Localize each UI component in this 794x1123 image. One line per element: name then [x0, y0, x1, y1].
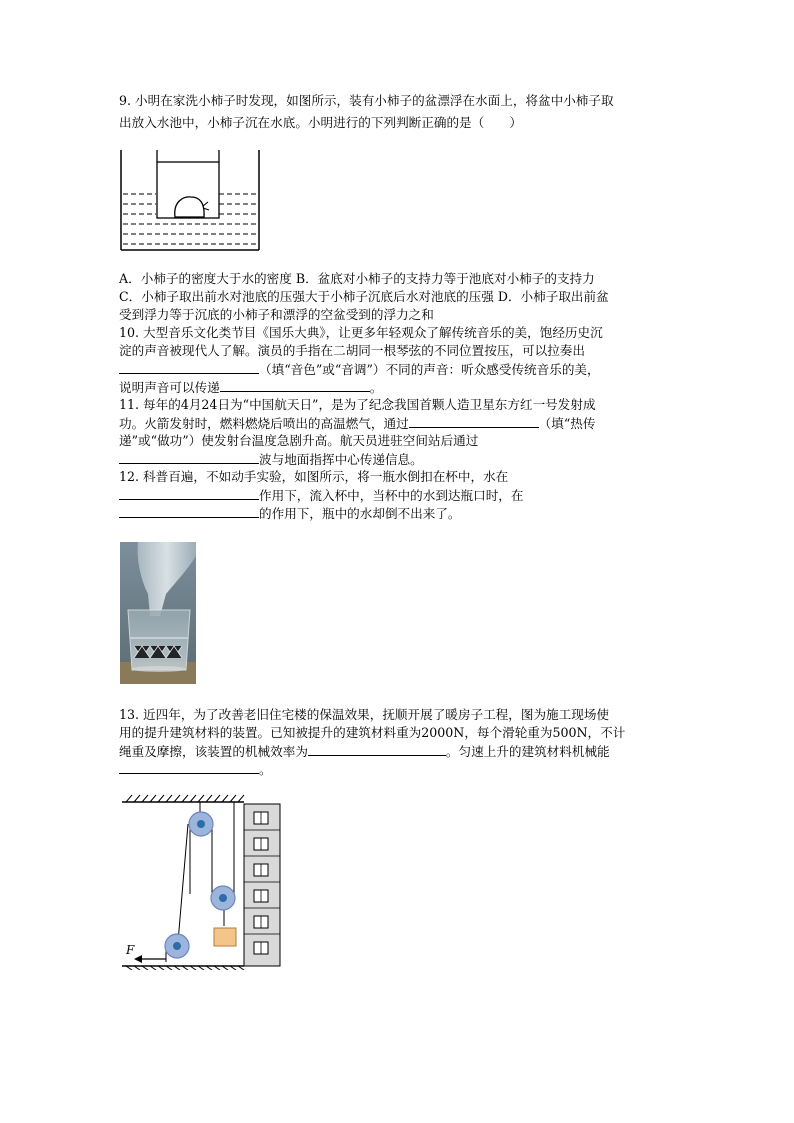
q10-line-1: 10. 大型音乐文化类节目《国乐大典》，让更多年轻观众了解传统音乐的美，饱经历史沉 — [119, 325, 603, 340]
q13-line-3: 绳重及摩擦，该装置的机械效率为 。匀速上升的建筑材料机械能 — [119, 744, 610, 759]
q12-bottle-glass-photo — [120, 542, 196, 684]
answer-blank[interactable] — [119, 504, 259, 518]
answer-blank[interactable] — [119, 486, 259, 500]
answer-blank[interactable] — [119, 760, 259, 774]
q9-option-line-2: C．小柿子取出前水对池底的压强大于小柿子沉底后水对池底的压强 D．小柿子取出前盆 — [119, 289, 609, 304]
q13-line-4: 。 — [119, 760, 272, 779]
building-material-load — [214, 928, 236, 946]
q10-line-3: （填“音色”或“音调”）不同的声音：听众感受传统音乐的美， — [119, 360, 600, 379]
answer-blank[interactable] — [409, 414, 539, 428]
q10-line-2: 淀的声音被现代人了解。演员的手指在二胡同一根琴弦的不同位置按压，可以拉奏出 — [119, 343, 585, 358]
answer-blank[interactable] — [220, 378, 370, 392]
q9-line-2: 出放入水池中，小柿子沉在水底。小明进行的下列判断正确的是（ ） — [119, 115, 522, 130]
q10-line-4: 说明声音可以传递 。 — [119, 380, 383, 395]
force-label: F — [126, 943, 135, 957]
q12-line-1: 12. 科普百遍，不如动手实验，如图所示，将一瓶水倒扣在杯中，水在 — [119, 469, 509, 484]
q11-line-1: 11. 每年的4月24日为“中国航天日”，是为了纪念我国首颗人造卫星东方红一号发射成 — [119, 397, 596, 412]
q12-line-2: 作用下，流入杯中，当杯中的水到达瓶口时，在 — [119, 486, 523, 505]
q9-basin-figure — [119, 150, 264, 254]
q9-option-line-3: 受到浮力等于沉底的小柿子和漂浮的空盆受到的浮力之和 — [119, 307, 434, 322]
answer-blank[interactable] — [119, 360, 259, 374]
q11-line-4: 波与地面指挥中心传递信息。 — [119, 450, 423, 469]
q13-pulley-figure — [118, 794, 284, 970]
q12-line-3: 的作用下，瓶中的水却倒不出来了。 — [119, 504, 461, 523]
q11-line-3: 递”或“做功”）使发射台温度急剧升高。航天员进驻空间站后通过 — [119, 433, 479, 448]
q9-line-1: 9. 小明在家洗小柿子时发现，如图所示，装有小柿子的盆漂浮在水面上，将盆中小柿子取 — [119, 93, 614, 108]
answer-blank[interactable] — [308, 742, 446, 756]
q13-line-2: 用的提升建筑材料的装置。已知被提升的建筑材料重为2000N，每个滑轮重为500N，不计 — [119, 725, 626, 740]
answer-blank[interactable] — [119, 450, 259, 464]
q11-line-2: 功。火箭发射时，燃料燃烧后喷出的高温燃气，通过 （填“热传 — [119, 416, 596, 431]
q9-option-line-1: A．小柿子的密度大于水的密度 B．盆底对小柿子的支持力等于池底对小柿子的支持力 — [119, 271, 595, 286]
q13-line-1: 13. 近四年，为了改善老旧住宅楼的保温效果，抚顺开展了暖房子工程，图为施工现场使 — [119, 707, 610, 722]
